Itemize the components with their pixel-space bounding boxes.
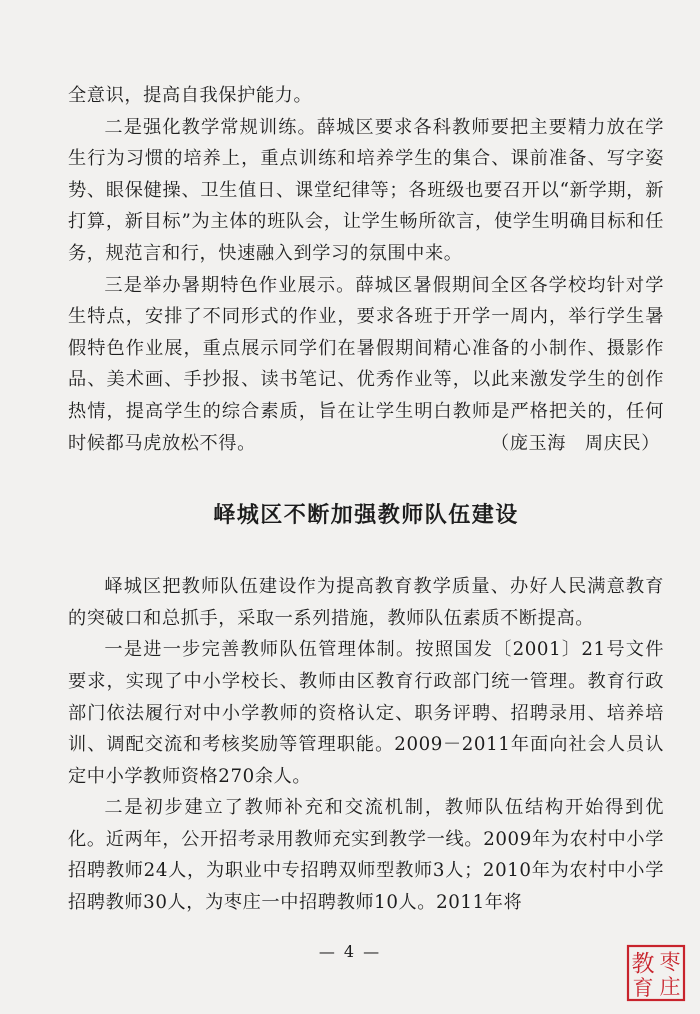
svg-text:育: 育 — [632, 976, 654, 1000]
page-number: — 4 — — [318, 942, 382, 961]
paragraph-routine-training: 二是强化教学常规训练。薛城区要求各科教师要把主要精力放在学生行为习惯的培养上，重点训练和培养学生的集合、课前准备、写字姿势、眼保健操、卫生值日、课堂纪律等；各班级也要召开以“新学期，新打算，新目标”为主体的班队会，让学生畅所欲言，使学生明确目标和任务，规范言和行，快速融入到学习的氛围中来。 — [68, 116, 664, 264]
paragraph-management-system: 一是进一步完善教师队伍管理体制。按照国发〔2001〕21号文件要求，实现了中小学校长、教师由区教育行政部门统一管理。教育行政部门依法履行对中小学教师的资格认定、职务评聘、招聘录用、培养培训、调配交流和考核奖励等管理职能。2009－2011年面向社会人员认定中小学教师资格270余人。 — [68, 639, 664, 787]
paragraph-continued: 全意识，提高自我保护能力。 — [68, 85, 313, 106]
red-seal-stamp-icon — [626, 944, 686, 1002]
author-signature: （庞玉海 周庆民） — [490, 432, 660, 454]
paragraph-intro: 峄城区把教师队伍建设作为提高教育教学质量、办好人民满意教育的突破口和总抓手，采取一系列措施，教师队伍素质不断提高。 — [68, 576, 664, 629]
svg-text:庄: 庄 — [659, 975, 681, 999]
document-body — [68, 80, 664, 919]
svg-text:枣: 枣 — [659, 950, 681, 974]
paragraph-summer-homework: 三是举办暑期特色作业展示。薛城区暑假期间全区各学校均针对学生特点，安排了不同形式的作业，要求各班于开学一周内，举行学生暑假特色作业展，重点展示同学们在暑假期间精心准备的小制作、摄影作品、美术画、手抄报、读书笔记、优秀作业等，以此来激发学生的创作热情，提高学生的综合素质，旨在让学生明白教师是严格把关的，任何时候都马虎放松不得。 — [68, 274, 664, 454]
svg-text:教: 教 — [631, 951, 655, 977]
article-title: 峄城区不断加强教师队伍建设 — [213, 503, 519, 529]
paragraph-teacher-supply: 二是初步建立了教师补充和交流机制，教师队伍结构开始得到优化。近两年，公开招考录用教师充实到教学一线。2009年为农村中小学招聘教师24人，为职业中专招聘双师型教师3人；2010年为农村中小学招聘教师30人，为枣庄一中招聘教师10人。2011年将 — [68, 797, 664, 914]
